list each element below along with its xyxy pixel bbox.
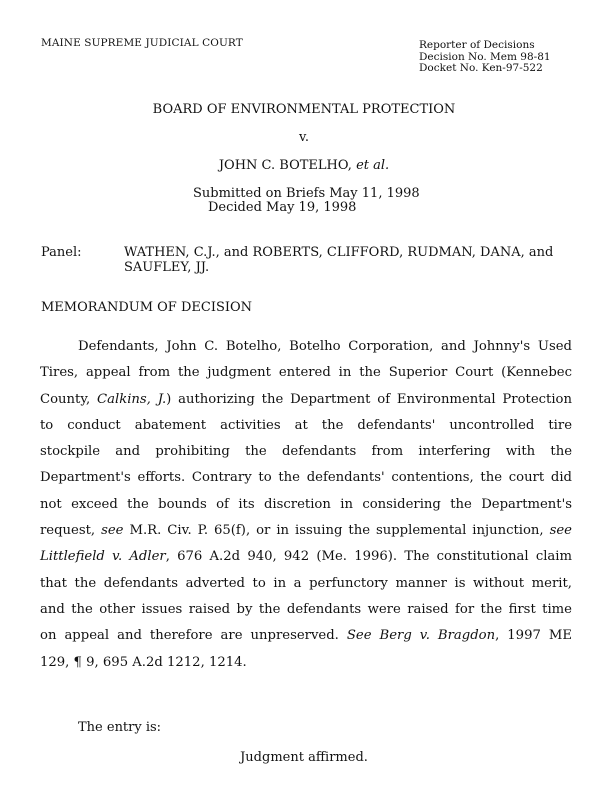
body-line: Tires, appeal from the judgment entered in the Superior Court (Kennebec — [40, 365, 572, 381]
disposition: Judgment affirmed. — [240, 750, 368, 765]
body-line: to conduct abatement activities at the defendants' uncontrolled tire — [40, 417, 572, 433]
signal-see: see — [101, 523, 124, 539]
submitted-date: Submitted on Briefs May 11, 1998 — [193, 186, 420, 201]
body-line: not exceed the bounds of its discretion in considering the Department's — [40, 496, 572, 512]
body-line — [40, 544, 572, 570]
reporter-block — [419, 40, 551, 75]
decision-body — [40, 334, 572, 676]
case-citation: Littlefield v. Adler — [40, 549, 166, 565]
text-run: M.R. Civ. P. 65(f), or in issuing the supplemental injunction, — [129, 523, 544, 539]
body-line: Defendants, John C. Botelho, Botelho Corporation, and Johnny's Used — [78, 339, 572, 354]
entry-label: The entry is: — [78, 720, 162, 735]
judge-name: Calkins, J. — [97, 391, 167, 407]
body-line — [40, 623, 572, 649]
body-line — [40, 387, 572, 413]
court-name: MAINE SUPREME JUDICIAL COURT — [41, 37, 243, 49]
decided-date: Decided May 19, 1998 — [208, 200, 357, 215]
body-line: and the other issues raised by the defendants were raised for the first time — [40, 601, 572, 617]
body-line: 129, ¶ 9, 695 A.2d 1212, 1214. — [40, 654, 247, 670]
defendant-name: JOHN C. BOTELHO, — [218, 158, 352, 173]
memo-heading: MEMORANDUM OF DECISION — [41, 300, 253, 315]
text-run: County, — [40, 391, 91, 407]
docket-number: Docket No. Ken-97-522 — [419, 62, 543, 74]
defendant-line — [0, 158, 608, 173]
text-run: ) authorizing the Department of Environmental Protection — [166, 391, 572, 407]
text-run: , 676 A.2d 940, 942 (Me. 1996). The constitutional claim — [165, 549, 573, 565]
decision-number: Decision No. Mem 98-81 — [419, 50, 551, 63]
text-run: request, — [40, 523, 96, 539]
body-line: that the defendants adverted to in a perfunctory manner is without merit, — [40, 575, 572, 591]
case-citation: See Berg v. Bragdon — [346, 628, 496, 644]
body-line: stockpile and prohibiting the defendants from interfering with the — [40, 444, 572, 460]
body-line: Department's efforts. Contrary to the defendants' contentions, the court did — [40, 470, 572, 486]
body-line — [40, 518, 572, 544]
signal-see: see — [549, 523, 572, 539]
defendant-suffix: et al. — [356, 158, 390, 173]
text-run: , 1997 ME — [495, 628, 572, 644]
dates-block — [193, 187, 420, 215]
panel-justices: WATHEN, C.J., and ROBERTS, CLIFFORD, RUDMAN, DANA, and SAUFLEY, JJ. — [124, 245, 554, 275]
reporter-label: Reporter of Decisions — [419, 39, 535, 51]
text-run: on appeal and therefore are unpreserved. — [40, 628, 339, 644]
versus: v. — [299, 130, 309, 145]
panel-label: Panel: — [41, 245, 82, 260]
plaintiff-name: BOARD OF ENVIRONMENTAL PROTECTION — [152, 102, 456, 117]
